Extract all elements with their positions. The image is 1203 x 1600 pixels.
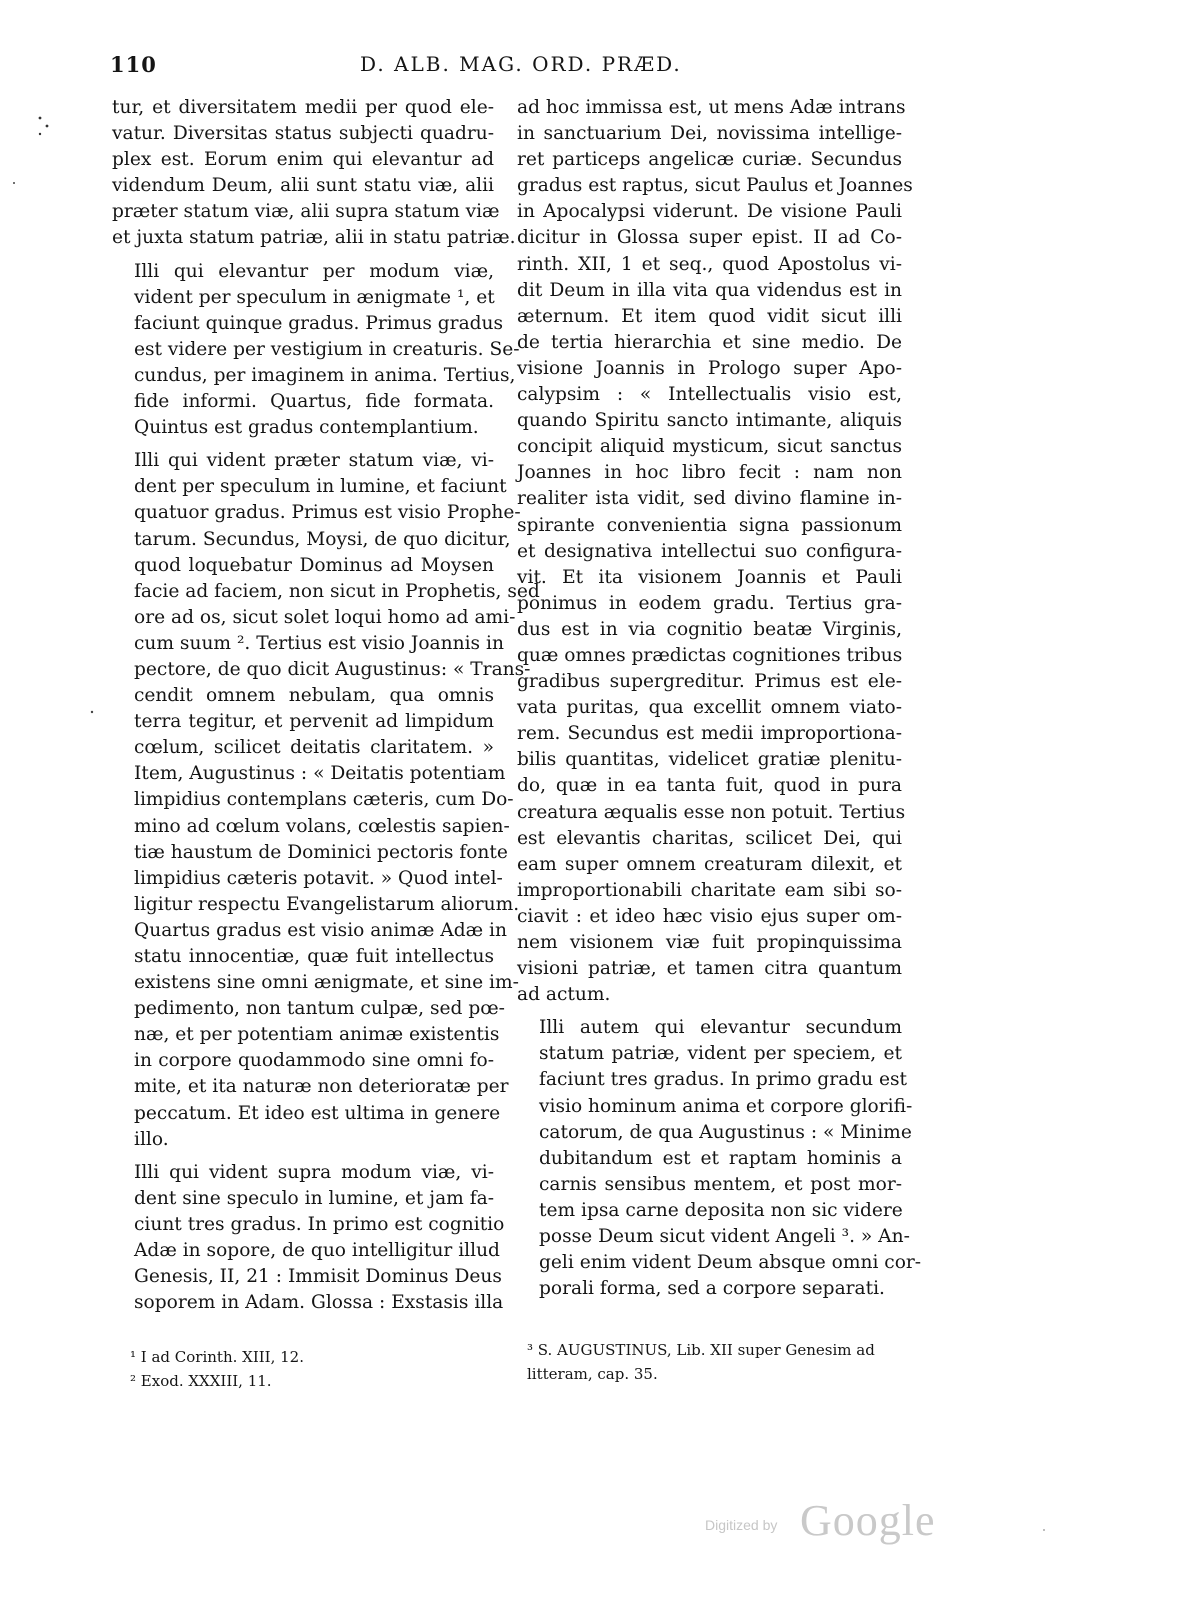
text-line: Illi qui vident præter statum viæ, vi- xyxy=(134,450,494,472)
text-line: Joannes in hoc libro fecit : nam non xyxy=(517,462,902,484)
text-line: rem. Secundus est medii improportiona- xyxy=(517,723,902,745)
text-line: realiter ista vidit, sed divino flamine in- xyxy=(517,488,902,510)
text-line: ore ad os, sicut solet loqui homo ad ami- xyxy=(134,606,516,628)
speck xyxy=(39,133,41,135)
text-line: quando Spiritu sancto intimante, aliquis xyxy=(517,410,902,432)
text-line: rinth. XII, 1 et seq., quod Apostolus vi- xyxy=(517,253,902,275)
page-number: 110 xyxy=(110,52,157,77)
text-line: pectore, de quo dicit Augustinus: « Trans- xyxy=(134,658,531,680)
text-line: soporem in Adam. Glossa : Exstasis illa xyxy=(134,1292,504,1314)
text-line: dit Deum in illa vita qua videndus est in xyxy=(517,279,902,301)
text-line: Illi qui vident supra modum viæ, vi- xyxy=(134,1161,494,1183)
text-line: dent per speculum in lumine, et faciunt xyxy=(134,476,507,498)
text-line: ligitur respectu Evangelistarum aliorum. xyxy=(134,893,520,915)
left-text-column xyxy=(112,95,540,1323)
text-line: existens sine omni ænigmate, et sine im- xyxy=(134,972,519,994)
text-line: et designativa intellectui suo configura- xyxy=(517,540,902,562)
text-line: statu innocentiæ, quæ fuit intellectus xyxy=(134,946,494,967)
text-line: ponimus in eodem gradu. Tertius gra- xyxy=(517,592,902,614)
text-line: visione Joannis in Prologo super Apo- xyxy=(517,357,902,379)
speck xyxy=(91,711,93,713)
text-line: ciunt tres gradus. In primo est cognitio xyxy=(134,1213,505,1235)
text-line: ad hoc immissa est, ut mens Adæ intrans xyxy=(517,97,906,118)
text-line: limpidius cæteris potavit. » Quod intel- xyxy=(134,867,503,889)
paragraph xyxy=(517,1015,922,1302)
text-line: Adæ in sopore, de quo intelligitur illud xyxy=(134,1240,500,1262)
paragraph xyxy=(112,259,520,442)
text-line: gradus est raptus, sicut Paulus et Joannes xyxy=(517,175,913,197)
footnote: ¹ I ad Corinth. XIII, 12. xyxy=(130,1348,304,1366)
paragraph xyxy=(112,448,540,1153)
footnote: litteram, cap. 35. xyxy=(527,1365,658,1383)
text-line: faciunt tres gradus. In primo gradu est xyxy=(539,1069,907,1091)
text-line: mite, et ita naturæ non deterioratæ per xyxy=(134,1076,509,1098)
text-line: Illi qui elevantur per modum viæ, xyxy=(134,260,494,282)
text-line: calypsim : « Intellectualis visio est, xyxy=(517,384,902,406)
text-line: æternum. Et item quod vidit sicut illi xyxy=(517,305,902,327)
text-line: næ, et per potentiam animæ existentis xyxy=(134,1024,500,1046)
text-line: Item, Augustinus : « Deitatis potentiam xyxy=(134,763,506,785)
text-line: eam super omnem creaturam dilexit, et xyxy=(517,853,902,875)
text-line: do, quæ in ea tanta fuit, quod in pura xyxy=(517,775,902,797)
text-line: præter statum viæ, alii supra statum viæ xyxy=(112,201,500,223)
text-line: cendit omnem nebulam, qua omnis xyxy=(134,685,494,707)
text-line: Genesis, II, 21 : Immisit Dominus Deus xyxy=(134,1266,502,1288)
text-line: tur, et diversitatem medii per quod ele- xyxy=(112,97,494,118)
text-line: visioni patriæ, et tamen citra quantum xyxy=(517,958,902,980)
text-line: creatura æqualis esse non potuit. Tertius xyxy=(517,801,906,823)
text-line: quod loquebatur Dominus ad Moysen xyxy=(134,554,494,576)
text-line: videndum Deum, alii sunt statu viæ, alii xyxy=(112,175,494,197)
text-line: dus est in via cognitio beatæ Virginis, xyxy=(517,618,902,640)
text-line: in Apocalypsi viderunt. De visione Pauli xyxy=(517,201,902,223)
text-line: de tertia hierarchia et sine medio. De xyxy=(517,331,902,353)
text-line: in corpore quodammodo sine omni fo- xyxy=(134,1050,494,1072)
text-line: et juxta statum patriæ, alii in statu patriæ. xyxy=(112,227,516,249)
google-logo: Google xyxy=(800,1496,936,1545)
text-line: faciunt quinque gradus. Primus gradus xyxy=(134,312,504,334)
text-line: Illi autem qui elevantur secundum xyxy=(539,1017,902,1039)
text-line: visio hominum anima et corpore glorifi- xyxy=(539,1095,913,1117)
text-line: quatuor gradus. Primus est visio Prophe- xyxy=(134,502,521,524)
text-line: in sanctuarium Dei, novissima intellige- xyxy=(517,123,902,145)
text-line: cundus, per imaginem in anima. Tertius, xyxy=(134,364,516,386)
text-line: fide informi. Quartus, fide formata. xyxy=(134,391,494,413)
text-line: vident per speculum in ænigmate ¹, et xyxy=(134,286,495,308)
text-line: Quartus gradus est visio animæ Adæ in xyxy=(134,919,507,941)
text-line: ad actum. xyxy=(517,984,611,1006)
paragraph xyxy=(112,95,516,252)
text-line: Quintus est gradus contemplantium. xyxy=(134,417,479,439)
text-line: ciavit : et ideo hæc visio ejus super om- xyxy=(517,905,902,927)
text-line: vatur. Diversitas status subjecti quadru- xyxy=(112,123,494,145)
running-head: D. ALB. MAG. ORD. PRÆD. xyxy=(360,52,682,76)
text-line: catorum, de qua Augustinus : « Minime xyxy=(539,1121,912,1143)
footnotes-left xyxy=(130,1345,304,1393)
text-line: geli enim vident Deum absque omni cor- xyxy=(539,1252,922,1274)
paragraph xyxy=(112,1160,505,1317)
text-line: dent sine speculo in lumine, et jam fa- xyxy=(134,1187,494,1209)
footnote: ² Exod. XXXIII, 11. xyxy=(130,1372,272,1390)
text-line: limpidius contemplans cæteris, cum Do- xyxy=(134,789,514,811)
text-line: peccatum. Et ideo est ultima in genere xyxy=(134,1102,501,1124)
text-line: vata puritas, qua excellit omnem viato- xyxy=(517,697,902,719)
page-header xyxy=(0,52,1203,86)
speck xyxy=(39,117,42,120)
right-text-column xyxy=(517,95,922,1309)
text-line: est elevantis charitas, scilicet Dei, qui xyxy=(517,827,902,849)
text-line: posse Deum sicut vident Angeli ³. » An- xyxy=(539,1226,910,1248)
text-line: nem visionem viæ fuit propinquissima xyxy=(517,932,902,953)
text-line: improportionabili charitate eam sibi so- xyxy=(517,879,902,901)
digitized-watermark xyxy=(705,1495,1085,1545)
text-line: mino ad cœlum volans, cœlestis sapien- xyxy=(134,815,510,837)
text-line: pedimento, non tantum culpæ, sed pœ- xyxy=(134,998,505,1020)
text-line: tem ipsa carne deposita non sic videre xyxy=(539,1199,903,1221)
text-line: terra tegitur, et pervenit ad limpidum xyxy=(134,711,494,733)
text-line: tarum. Secundus, Moysi, de quo dicitur, xyxy=(134,528,511,550)
text-line: vit. Et ita visionem Joannis et Pauli xyxy=(517,566,902,588)
speck xyxy=(46,125,49,128)
text-line: bilis quantitas, videlicet gratiæ plenitu- xyxy=(517,749,902,771)
text-line: cum suum ². Tertius est visio Joannis in xyxy=(134,632,504,654)
text-line: est videre per vestigium in creaturis. Se- xyxy=(134,338,520,360)
footnotes-right xyxy=(527,1338,907,1386)
text-line: statum patriæ, vident per speciem, et xyxy=(539,1043,902,1065)
text-line: tiæ haustum de Dominici pectoris fonte xyxy=(134,841,508,863)
text-line: ret particeps angelicæ curiæ. Secundus xyxy=(517,149,902,171)
text-line: illo. xyxy=(134,1128,169,1150)
speck xyxy=(13,182,15,184)
text-line: gradibus supergreditur. Primus est ele- xyxy=(517,671,902,693)
text-line: quæ omnes prædictas cognitiones tribus xyxy=(517,644,903,666)
paragraph xyxy=(517,95,913,1008)
text-line: spirante convenientia signa passionum xyxy=(517,514,902,536)
text-line: cœlum, scilicet deitatis claritatem. » xyxy=(134,737,494,759)
text-line: plex est. Eorum enim qui elevantur ad xyxy=(112,149,494,171)
text-line: carnis sensibus mentem, et post mor- xyxy=(539,1173,902,1195)
text-line: facie ad faciem, non sicut in Prophetis, sed xyxy=(134,580,540,602)
watermark-prefix: Digitized by xyxy=(705,1517,778,1533)
text-line: dicitur in Glossa super epist. II ad Co- xyxy=(517,227,902,249)
text-line: porali forma, sed a corpore separati. xyxy=(539,1278,885,1300)
text-line: dubitandum est et raptam hominis a xyxy=(539,1147,902,1169)
text-line: concipit aliquid mysticum, sicut sanctus xyxy=(517,436,902,458)
footnote: ³ S. AUGUSTINUS, Lib. XII super Genesim ad xyxy=(527,1341,875,1359)
